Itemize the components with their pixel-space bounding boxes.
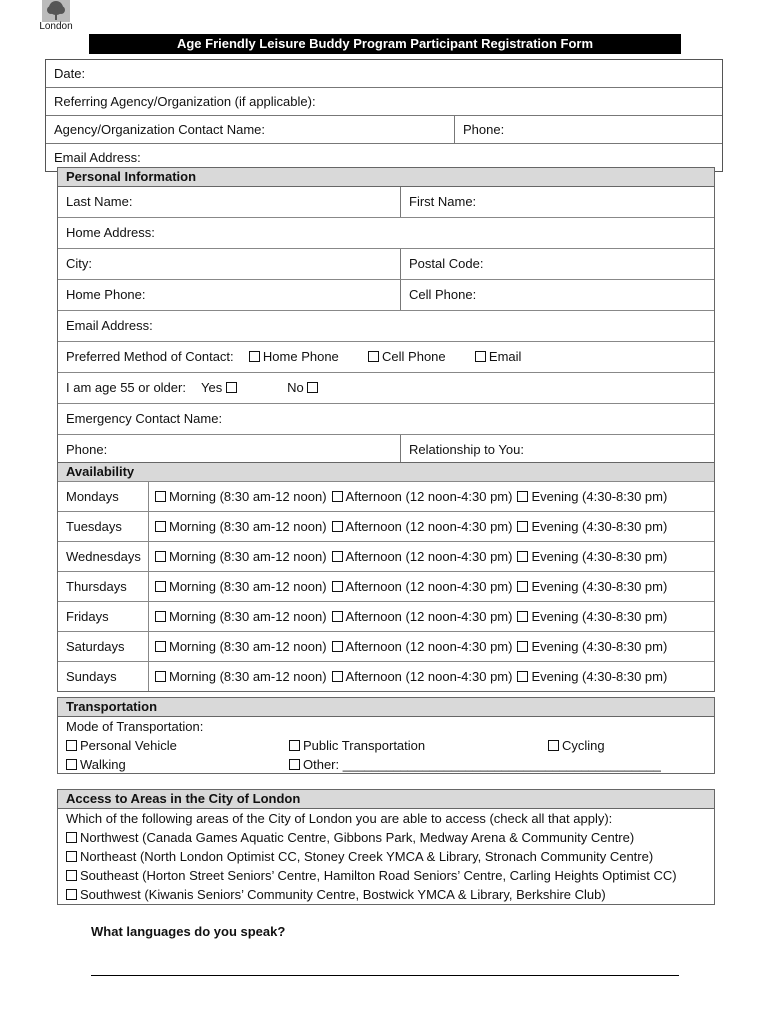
languages-answer-line[interactable] — [91, 975, 679, 976]
home-address-field[interactable]: Home Address: — [58, 218, 714, 249]
emergency-phone-field[interactable]: Phone: — [58, 435, 401, 465]
afternoon-label: Afternoon (12 noon-4:30 pm) — [345, 579, 513, 594]
checkbox-icon — [332, 671, 343, 682]
afternoon-label: Afternoon (12 noon-4:30 pm) — [345, 669, 513, 684]
age-yes-checkbox[interactable] — [201, 380, 240, 395]
morning-checkbox[interactable] — [155, 549, 327, 564]
availability-day: Sundays — [58, 662, 149, 691]
personal-vehicle-checkbox[interactable] — [66, 738, 177, 753]
access-intro: Which of the following areas of the City of London you are able to access (check all that apply): — [66, 811, 613, 826]
personal-information-section — [57, 167, 715, 466]
languages-question: What languages do you speak? — [91, 924, 286, 939]
checkbox-icon — [332, 641, 343, 652]
checkbox-icon — [332, 521, 343, 532]
morning-label: Morning (8:30 am-12 noon) — [169, 489, 327, 504]
checkbox-icon — [155, 671, 166, 682]
emergency-contact-field[interactable]: Emergency Contact Name: — [58, 404, 714, 435]
afternoon-label: Afternoon (12 noon-4:30 pm) — [345, 489, 513, 504]
availability-heading: Availability — [58, 463, 714, 481]
access-area-label: Southwest (Kiwanis Seniors’ Community Centre, Bostwick YMCA & Library, Berkshire Club) — [80, 887, 606, 902]
checkbox-icon — [307, 382, 318, 393]
contact-email-label: Email — [488, 349, 522, 364]
referral-box — [45, 59, 723, 172]
morning-checkbox[interactable] — [155, 669, 327, 684]
afternoon-checkbox[interactable] — [332, 549, 513, 564]
access-area-checkbox[interactable] — [58, 885, 714, 904]
contact-cell-phone-checkbox[interactable] — [368, 349, 446, 364]
checkbox-icon — [66, 832, 77, 843]
transportation-heading: Transportation — [58, 698, 714, 717]
access-area-checkbox[interactable] — [58, 866, 714, 885]
afternoon-label: Afternoon (12 noon-4:30 pm) — [345, 519, 513, 534]
walking-label: Walking — [80, 757, 126, 772]
age-no-label: No — [287, 380, 304, 395]
checkbox-icon — [155, 491, 166, 502]
availability-row — [58, 662, 714, 691]
checkbox-icon — [155, 551, 166, 562]
morning-label: Morning (8:30 am-12 noon) — [169, 549, 327, 564]
transport-mode-label: Mode of Transportation: — [66, 719, 204, 734]
personal-information-heading: Personal Information — [58, 168, 714, 187]
checkbox-icon — [368, 351, 379, 362]
access-area-checkbox[interactable] — [58, 828, 714, 847]
morning-label: Morning (8:30 am-12 noon) — [169, 609, 327, 624]
availability-day: Tuesdays — [58, 512, 149, 541]
age-no-checkbox[interactable] — [287, 380, 321, 395]
checkbox-icon — [517, 551, 528, 562]
agency-email-field[interactable]: Email Address: — [54, 150, 141, 165]
morning-checkbox[interactable] — [155, 489, 327, 504]
access-areas-section — [57, 789, 715, 905]
referring-agency-field[interactable]: Referring Agency/Organization (if applicable): — [46, 88, 722, 116]
checkbox-icon — [289, 759, 300, 770]
availability-day: Mondays — [58, 482, 149, 511]
checkbox-icon — [66, 851, 77, 862]
availability-row — [58, 512, 714, 542]
last-name-field[interactable]: Last Name: — [58, 187, 401, 217]
contact-home-phone-checkbox[interactable] — [249, 349, 339, 364]
morning-checkbox[interactable] — [155, 639, 327, 654]
tree-icon — [42, 0, 70, 22]
morning-checkbox[interactable] — [155, 609, 327, 624]
checkbox-icon — [517, 491, 528, 502]
evening-label: Evening (4:30-8:30 pm) — [531, 639, 668, 654]
contact-cell-phone-label: Cell Phone — [382, 349, 446, 364]
access-area-label: Northeast (North London Optimist CC, Stoney Creek YMCA & Library, Stronach Community Centre) — [80, 849, 654, 864]
preferred-contact-label: Preferred Method of Contact: — [66, 349, 234, 364]
morning-label: Morning (8:30 am-12 noon) — [169, 669, 327, 684]
availability-section — [57, 462, 715, 692]
other-transport-label[interactable]: Other: ____________________________________________ — [303, 757, 661, 772]
checkbox-icon — [249, 351, 260, 362]
public-transportation-checkbox[interactable] — [289, 736, 425, 755]
agency-contact-name-field[interactable]: Agency/Organization Contact Name: — [46, 116, 455, 143]
checkbox-icon — [155, 611, 166, 622]
availability-row — [58, 602, 714, 632]
checkbox-icon — [66, 889, 77, 900]
relationship-field[interactable]: Relationship to You: — [409, 442, 524, 457]
city-field[interactable]: City: — [58, 249, 401, 279]
personal-email-field[interactable]: Email Address: — [58, 311, 714, 342]
checkbox-icon — [517, 611, 528, 622]
access-area-checkbox[interactable] — [58, 847, 714, 866]
checkbox-icon — [66, 870, 77, 881]
checkbox-icon — [517, 641, 528, 652]
evening-label: Evening (4:30-8:30 pm) — [531, 579, 668, 594]
checkbox-icon — [289, 740, 300, 751]
afternoon-label: Afternoon (12 noon-4:30 pm) — [345, 549, 513, 564]
access-area-label: Southeast (Horton Street Seniors’ Centre, Hamilton Road Seniors’ Centre, Carling Heights Optimist CC) — [80, 868, 677, 883]
checkbox-icon — [517, 521, 528, 532]
evening-checkbox[interactable] — [517, 489, 667, 504]
morning-label: Morning (8:30 am-12 noon) — [169, 579, 327, 594]
preferred-contact-row — [58, 342, 714, 373]
checkbox-icon — [517, 671, 528, 682]
morning-checkbox[interactable] — [155, 519, 327, 534]
morning-label: Morning (8:30 am-12 noon) — [169, 639, 327, 654]
age-row — [58, 373, 714, 404]
availability-day: Fridays — [58, 602, 149, 631]
checkbox-icon — [155, 641, 166, 652]
home-phone-field[interactable]: Home Phone: — [58, 280, 401, 310]
checkbox-icon — [517, 581, 528, 592]
morning-label: Morning (8:30 am-12 noon) — [169, 519, 327, 534]
afternoon-checkbox[interactable] — [332, 489, 513, 504]
afternoon-checkbox[interactable] — [332, 609, 513, 624]
checkbox-icon — [332, 491, 343, 502]
age-yes-label: Yes — [200, 380, 223, 395]
cell-phone-field[interactable]: Cell Phone: — [409, 287, 477, 302]
other-transport-checkbox[interactable] — [289, 755, 661, 774]
availability-row — [58, 572, 714, 602]
checkbox-icon — [155, 581, 166, 592]
availability-row — [58, 632, 714, 662]
transportation-section — [57, 697, 715, 774]
evening-label: Evening (4:30-8:30 pm) — [531, 669, 668, 684]
afternoon-checkbox[interactable] — [332, 639, 513, 654]
postal-code-field[interactable]: Postal Code: — [409, 256, 484, 271]
walking-checkbox[interactable] — [66, 757, 126, 772]
checkbox-icon — [548, 740, 559, 751]
evening-checkbox[interactable] — [517, 579, 667, 594]
evening-label: Evening (4:30-8:30 pm) — [531, 519, 668, 534]
evening-checkbox[interactable] — [517, 639, 667, 654]
public-transportation-label: Public Transportation — [303, 738, 426, 753]
personal-vehicle-label: Personal Vehicle — [80, 738, 177, 753]
availability-day: Saturdays — [58, 632, 149, 661]
evening-label: Evening (4:30-8:30 pm) — [531, 489, 668, 504]
checkbox-icon — [66, 740, 77, 751]
logo-text: London — [39, 21, 73, 32]
availability-row — [58, 542, 714, 572]
afternoon-checkbox[interactable] — [332, 669, 513, 684]
access-area-label: Northwest (Canada Games Aquatic Centre, Gibbons Park, Medway Arena & Community Centre) — [80, 830, 635, 845]
checkbox-icon — [66, 759, 77, 770]
evening-checkbox[interactable] — [517, 519, 667, 534]
contact-home-phone-label: Home Phone — [262, 349, 339, 364]
availability-day: Thursdays — [58, 572, 149, 601]
checkbox-icon — [332, 551, 343, 562]
checkbox-icon — [332, 581, 343, 592]
afternoon-label: Afternoon (12 noon-4:30 pm) — [345, 609, 513, 624]
checkbox-icon — [226, 382, 237, 393]
evening-label: Evening (4:30-8:30 pm) — [531, 609, 668, 624]
cycling-label: Cycling — [562, 738, 605, 753]
age-label: I am age 55 or older: — [66, 380, 186, 395]
evening-checkbox[interactable] — [517, 669, 667, 684]
agency-phone-field[interactable]: Phone: — [463, 122, 505, 137]
availability-row — [58, 481, 714, 512]
morning-checkbox[interactable] — [155, 579, 327, 594]
availability-day: Wednesdays — [58, 542, 149, 571]
evening-label: Evening (4:30-8:30 pm) — [531, 549, 668, 564]
city-of-london-logo — [34, 0, 78, 40]
date-field[interactable]: Date: — [46, 60, 722, 88]
access-areas-heading: Access to Areas in the City of London — [58, 790, 714, 809]
evening-checkbox[interactable] — [517, 609, 667, 624]
checkbox-icon — [475, 351, 486, 362]
checkbox-icon — [332, 611, 343, 622]
afternoon-checkbox[interactable] — [332, 519, 513, 534]
afternoon-label: Afternoon (12 noon-4:30 pm) — [345, 639, 513, 654]
afternoon-checkbox[interactable] — [332, 579, 513, 594]
evening-checkbox[interactable] — [517, 549, 667, 564]
cycling-checkbox[interactable] — [548, 736, 605, 755]
first-name-field[interactable]: First Name: — [409, 194, 477, 209]
contact-email-checkbox[interactable] — [475, 349, 522, 364]
form-title: Age Friendly Leisure Buddy Program Participant Registration Form — [89, 34, 681, 54]
checkbox-icon — [155, 521, 166, 532]
